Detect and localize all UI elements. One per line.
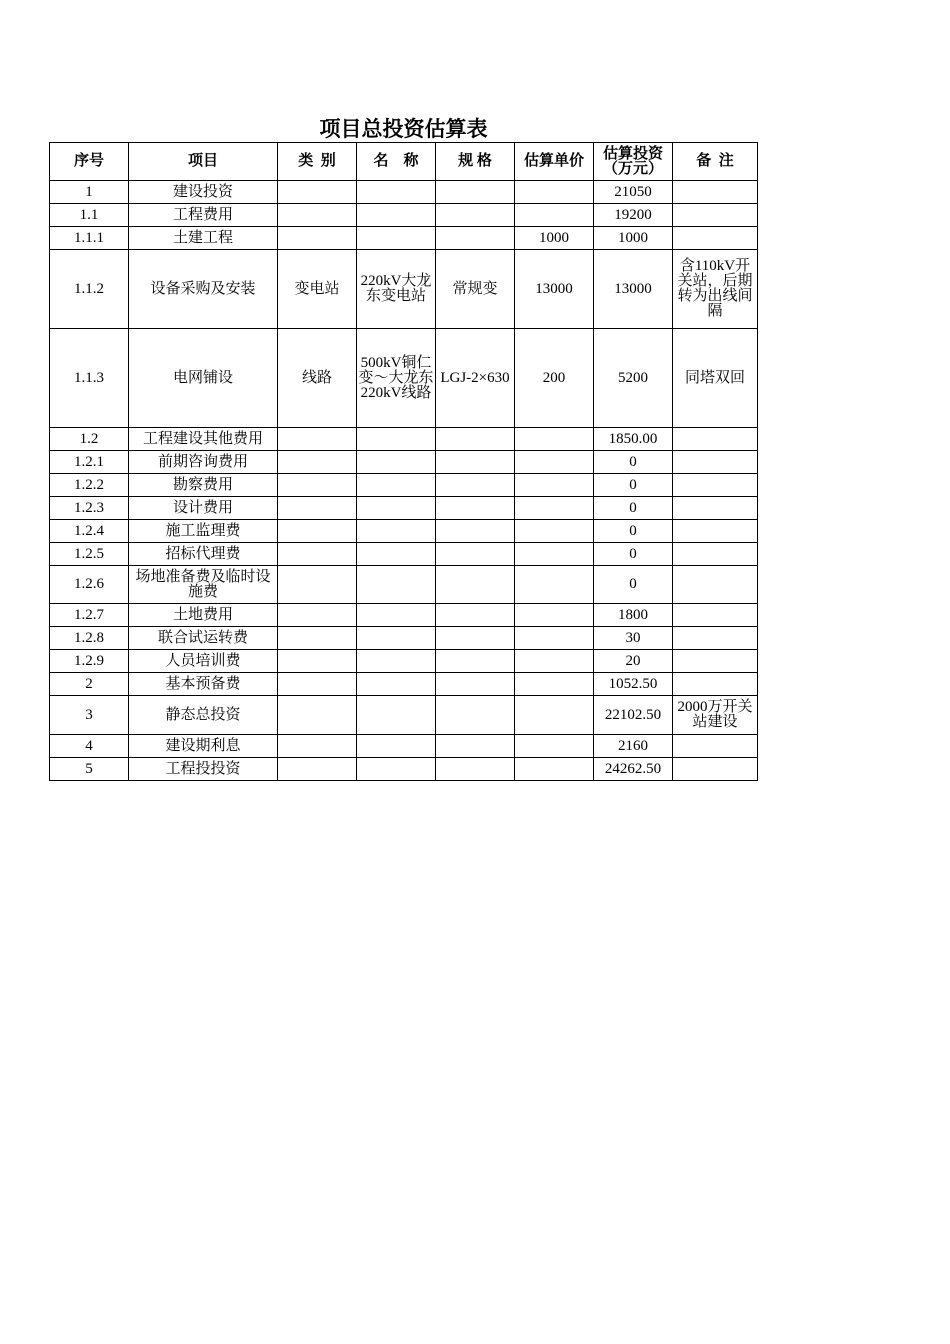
header-row <box>50 143 758 181</box>
header-category: 类 别 <box>278 143 357 181</box>
cell-category <box>278 451 357 474</box>
header-item: 项目 <box>129 143 278 181</box>
cell-name: 500kV铜仁变～大龙东220kV线路 <box>357 329 436 428</box>
cell-unit-price <box>515 474 594 497</box>
cell-note: 含110kV开关站，后期转为出线间隔 <box>673 250 758 329</box>
cell-unit-price: 200 <box>515 329 594 428</box>
cell-no: 1.2.3 <box>50 497 129 520</box>
cell-item: 建设期利息 <box>129 735 278 758</box>
investment-estimate-table <box>49 142 758 781</box>
cell-spec <box>436 497 515 520</box>
cell-unit-price: 1000 <box>515 227 594 250</box>
cell-note <box>673 181 758 204</box>
cell-spec <box>436 650 515 673</box>
cell-investment: 5200 <box>594 329 673 428</box>
cell-unit-price <box>515 673 594 696</box>
cell-name <box>357 474 436 497</box>
cell-category <box>278 227 357 250</box>
cell-note <box>673 566 758 604</box>
cell-name <box>357 204 436 227</box>
header-name: 名 称 <box>357 143 436 181</box>
cell-no: 4 <box>50 735 129 758</box>
cell-investment: 0 <box>594 543 673 566</box>
cell-investment: 0 <box>594 451 673 474</box>
cell-note <box>673 758 758 781</box>
cell-spec <box>436 520 515 543</box>
cell-note: 同塔双回 <box>673 329 758 428</box>
header-no: 序号 <box>50 143 129 181</box>
cell-investment: 21050 <box>594 181 673 204</box>
cell-no: 1.2.6 <box>50 566 129 604</box>
cell-investment: 0 <box>594 520 673 543</box>
cell-unit-price <box>515 497 594 520</box>
cell-note <box>673 451 758 474</box>
cell-category <box>278 181 357 204</box>
cell-investment: 1850.00 <box>594 428 673 451</box>
cell-category: 变电站 <box>278 250 357 329</box>
cell-item: 勘察费用 <box>129 474 278 497</box>
cell-note <box>673 650 758 673</box>
cell-no: 1.2 <box>50 428 129 451</box>
header-investment: 估算投资（万元） <box>594 143 673 181</box>
cell-spec: LGJ-2×630 <box>436 329 515 428</box>
cell-unit-price <box>515 181 594 204</box>
cell-note <box>673 543 758 566</box>
cell-unit-price <box>515 735 594 758</box>
cell-unit-price <box>515 520 594 543</box>
cell-investment: 19200 <box>594 204 673 227</box>
cell-investment: 0 <box>594 497 673 520</box>
cell-unit-price <box>515 604 594 627</box>
header-unit-price: 估算单价 <box>515 143 594 181</box>
cell-spec <box>436 735 515 758</box>
cell-spec: 常规变 <box>436 250 515 329</box>
cell-investment: 30 <box>594 627 673 650</box>
cell-investment: 13000 <box>594 250 673 329</box>
cell-item: 工程费用 <box>129 204 278 227</box>
table-row <box>50 428 758 451</box>
cell-investment: 1052.50 <box>594 673 673 696</box>
cell-investment: 1000 <box>594 227 673 250</box>
header-spec: 规 格 <box>436 143 515 181</box>
cell-category <box>278 566 357 604</box>
table-row <box>50 227 758 250</box>
cell-name <box>357 181 436 204</box>
cell-investment: 22102.50 <box>594 696 673 735</box>
cell-item: 工程投投资 <box>129 758 278 781</box>
table-row <box>50 329 758 428</box>
cell-unit-price <box>515 696 594 735</box>
cell-name: 220kV大龙东变电站 <box>357 250 436 329</box>
cell-spec <box>436 204 515 227</box>
cell-no: 1.2.5 <box>50 543 129 566</box>
cell-item: 工程建设其他费用 <box>129 428 278 451</box>
cell-unit-price <box>515 543 594 566</box>
cell-spec <box>436 627 515 650</box>
cell-item: 电网铺设 <box>129 329 278 428</box>
cell-spec <box>436 758 515 781</box>
cell-spec <box>436 428 515 451</box>
page-title: 项目总投资估算表 <box>319 117 488 141</box>
cell-unit-price <box>515 428 594 451</box>
cell-item: 基本预备费 <box>129 673 278 696</box>
cell-no: 5 <box>50 758 129 781</box>
cell-investment: 0 <box>594 566 673 604</box>
cell-name <box>357 650 436 673</box>
cell-note <box>673 204 758 227</box>
cell-note <box>673 428 758 451</box>
cell-no: 1.2.7 <box>50 604 129 627</box>
cell-note <box>673 627 758 650</box>
cell-no: 1.1.2 <box>50 250 129 329</box>
cell-note: 2000万开关站建设 <box>673 696 758 735</box>
cell-no: 1.2.9 <box>50 650 129 673</box>
cell-category <box>278 758 357 781</box>
table-row <box>50 451 758 474</box>
table-row <box>50 250 758 329</box>
cell-name <box>357 543 436 566</box>
cell-unit-price: 13000 <box>515 250 594 329</box>
cell-name <box>357 758 436 781</box>
cell-note <box>673 520 758 543</box>
cell-item: 场地准备费及临时设施费 <box>129 566 278 604</box>
cell-spec <box>436 696 515 735</box>
cell-investment: 24262.50 <box>594 758 673 781</box>
cell-no: 1.1.1 <box>50 227 129 250</box>
cell-investment: 20 <box>594 650 673 673</box>
cell-item: 设备采购及安装 <box>129 250 278 329</box>
table-row <box>50 650 758 673</box>
table-row <box>50 696 758 735</box>
cell-no: 1.2.1 <box>50 451 129 474</box>
cell-item: 招标代理费 <box>129 543 278 566</box>
cell-unit-price <box>515 758 594 781</box>
cell-unit-price <box>515 451 594 474</box>
table-row <box>50 604 758 627</box>
table-row <box>50 204 758 227</box>
cell-category <box>278 696 357 735</box>
table-row <box>50 474 758 497</box>
table-row <box>50 497 758 520</box>
cell-item: 施工监理费 <box>129 520 278 543</box>
cell-name <box>357 696 436 735</box>
cell-investment: 2160 <box>594 735 673 758</box>
cell-category <box>278 474 357 497</box>
cell-spec <box>436 673 515 696</box>
cell-name <box>357 604 436 627</box>
table-row <box>50 181 758 204</box>
cell-name <box>357 673 436 696</box>
cell-item: 人员培训费 <box>129 650 278 673</box>
cell-note <box>673 227 758 250</box>
cell-spec <box>436 474 515 497</box>
cell-category <box>278 604 357 627</box>
cell-no: 1.2.4 <box>50 520 129 543</box>
cell-investment: 0 <box>594 474 673 497</box>
cell-item: 设计费用 <box>129 497 278 520</box>
table-row <box>50 627 758 650</box>
table-row <box>50 520 758 543</box>
cell-name <box>357 627 436 650</box>
cell-item: 土建工程 <box>129 227 278 250</box>
cell-spec <box>436 604 515 627</box>
cell-category <box>278 627 357 650</box>
cell-category <box>278 650 357 673</box>
table-row <box>50 735 758 758</box>
cell-item: 前期咨询费用 <box>129 451 278 474</box>
cell-item: 静态总投资 <box>129 696 278 735</box>
cell-note <box>673 735 758 758</box>
cell-category <box>278 520 357 543</box>
cell-category <box>278 543 357 566</box>
cell-note <box>673 474 758 497</box>
cell-spec <box>436 566 515 604</box>
cell-name <box>357 566 436 604</box>
cell-no: 2 <box>50 673 129 696</box>
cell-category <box>278 428 357 451</box>
cell-category <box>278 497 357 520</box>
cell-no: 3 <box>50 696 129 735</box>
cell-unit-price <box>515 627 594 650</box>
cell-note <box>673 673 758 696</box>
cell-item: 联合试运转费 <box>129 627 278 650</box>
cell-investment: 1800 <box>594 604 673 627</box>
cell-no: 1.2.8 <box>50 627 129 650</box>
table-row <box>50 758 758 781</box>
cell-name <box>357 497 436 520</box>
cell-no: 1 <box>50 181 129 204</box>
cell-category <box>278 204 357 227</box>
cell-name <box>357 227 436 250</box>
cell-unit-price <box>515 650 594 673</box>
cell-spec <box>436 451 515 474</box>
table-row <box>50 566 758 604</box>
cell-name <box>357 735 436 758</box>
cell-note <box>673 497 758 520</box>
cell-spec <box>436 181 515 204</box>
cell-name <box>357 520 436 543</box>
cell-name <box>357 428 436 451</box>
cell-unit-price <box>515 204 594 227</box>
cell-note <box>673 604 758 627</box>
cell-unit-price <box>515 566 594 604</box>
cell-category <box>278 735 357 758</box>
cell-no: 1.2.2 <box>50 474 129 497</box>
cell-category <box>278 673 357 696</box>
cell-no: 1.1 <box>50 204 129 227</box>
cell-name <box>357 451 436 474</box>
cell-spec <box>436 227 515 250</box>
cell-no: 1.1.3 <box>50 329 129 428</box>
header-note: 备 注 <box>673 143 758 181</box>
table-row <box>50 673 758 696</box>
cell-spec <box>436 543 515 566</box>
cell-item: 土地费用 <box>129 604 278 627</box>
table-row <box>50 543 758 566</box>
cell-item: 建设投资 <box>129 181 278 204</box>
cell-category: 线路 <box>278 329 357 428</box>
